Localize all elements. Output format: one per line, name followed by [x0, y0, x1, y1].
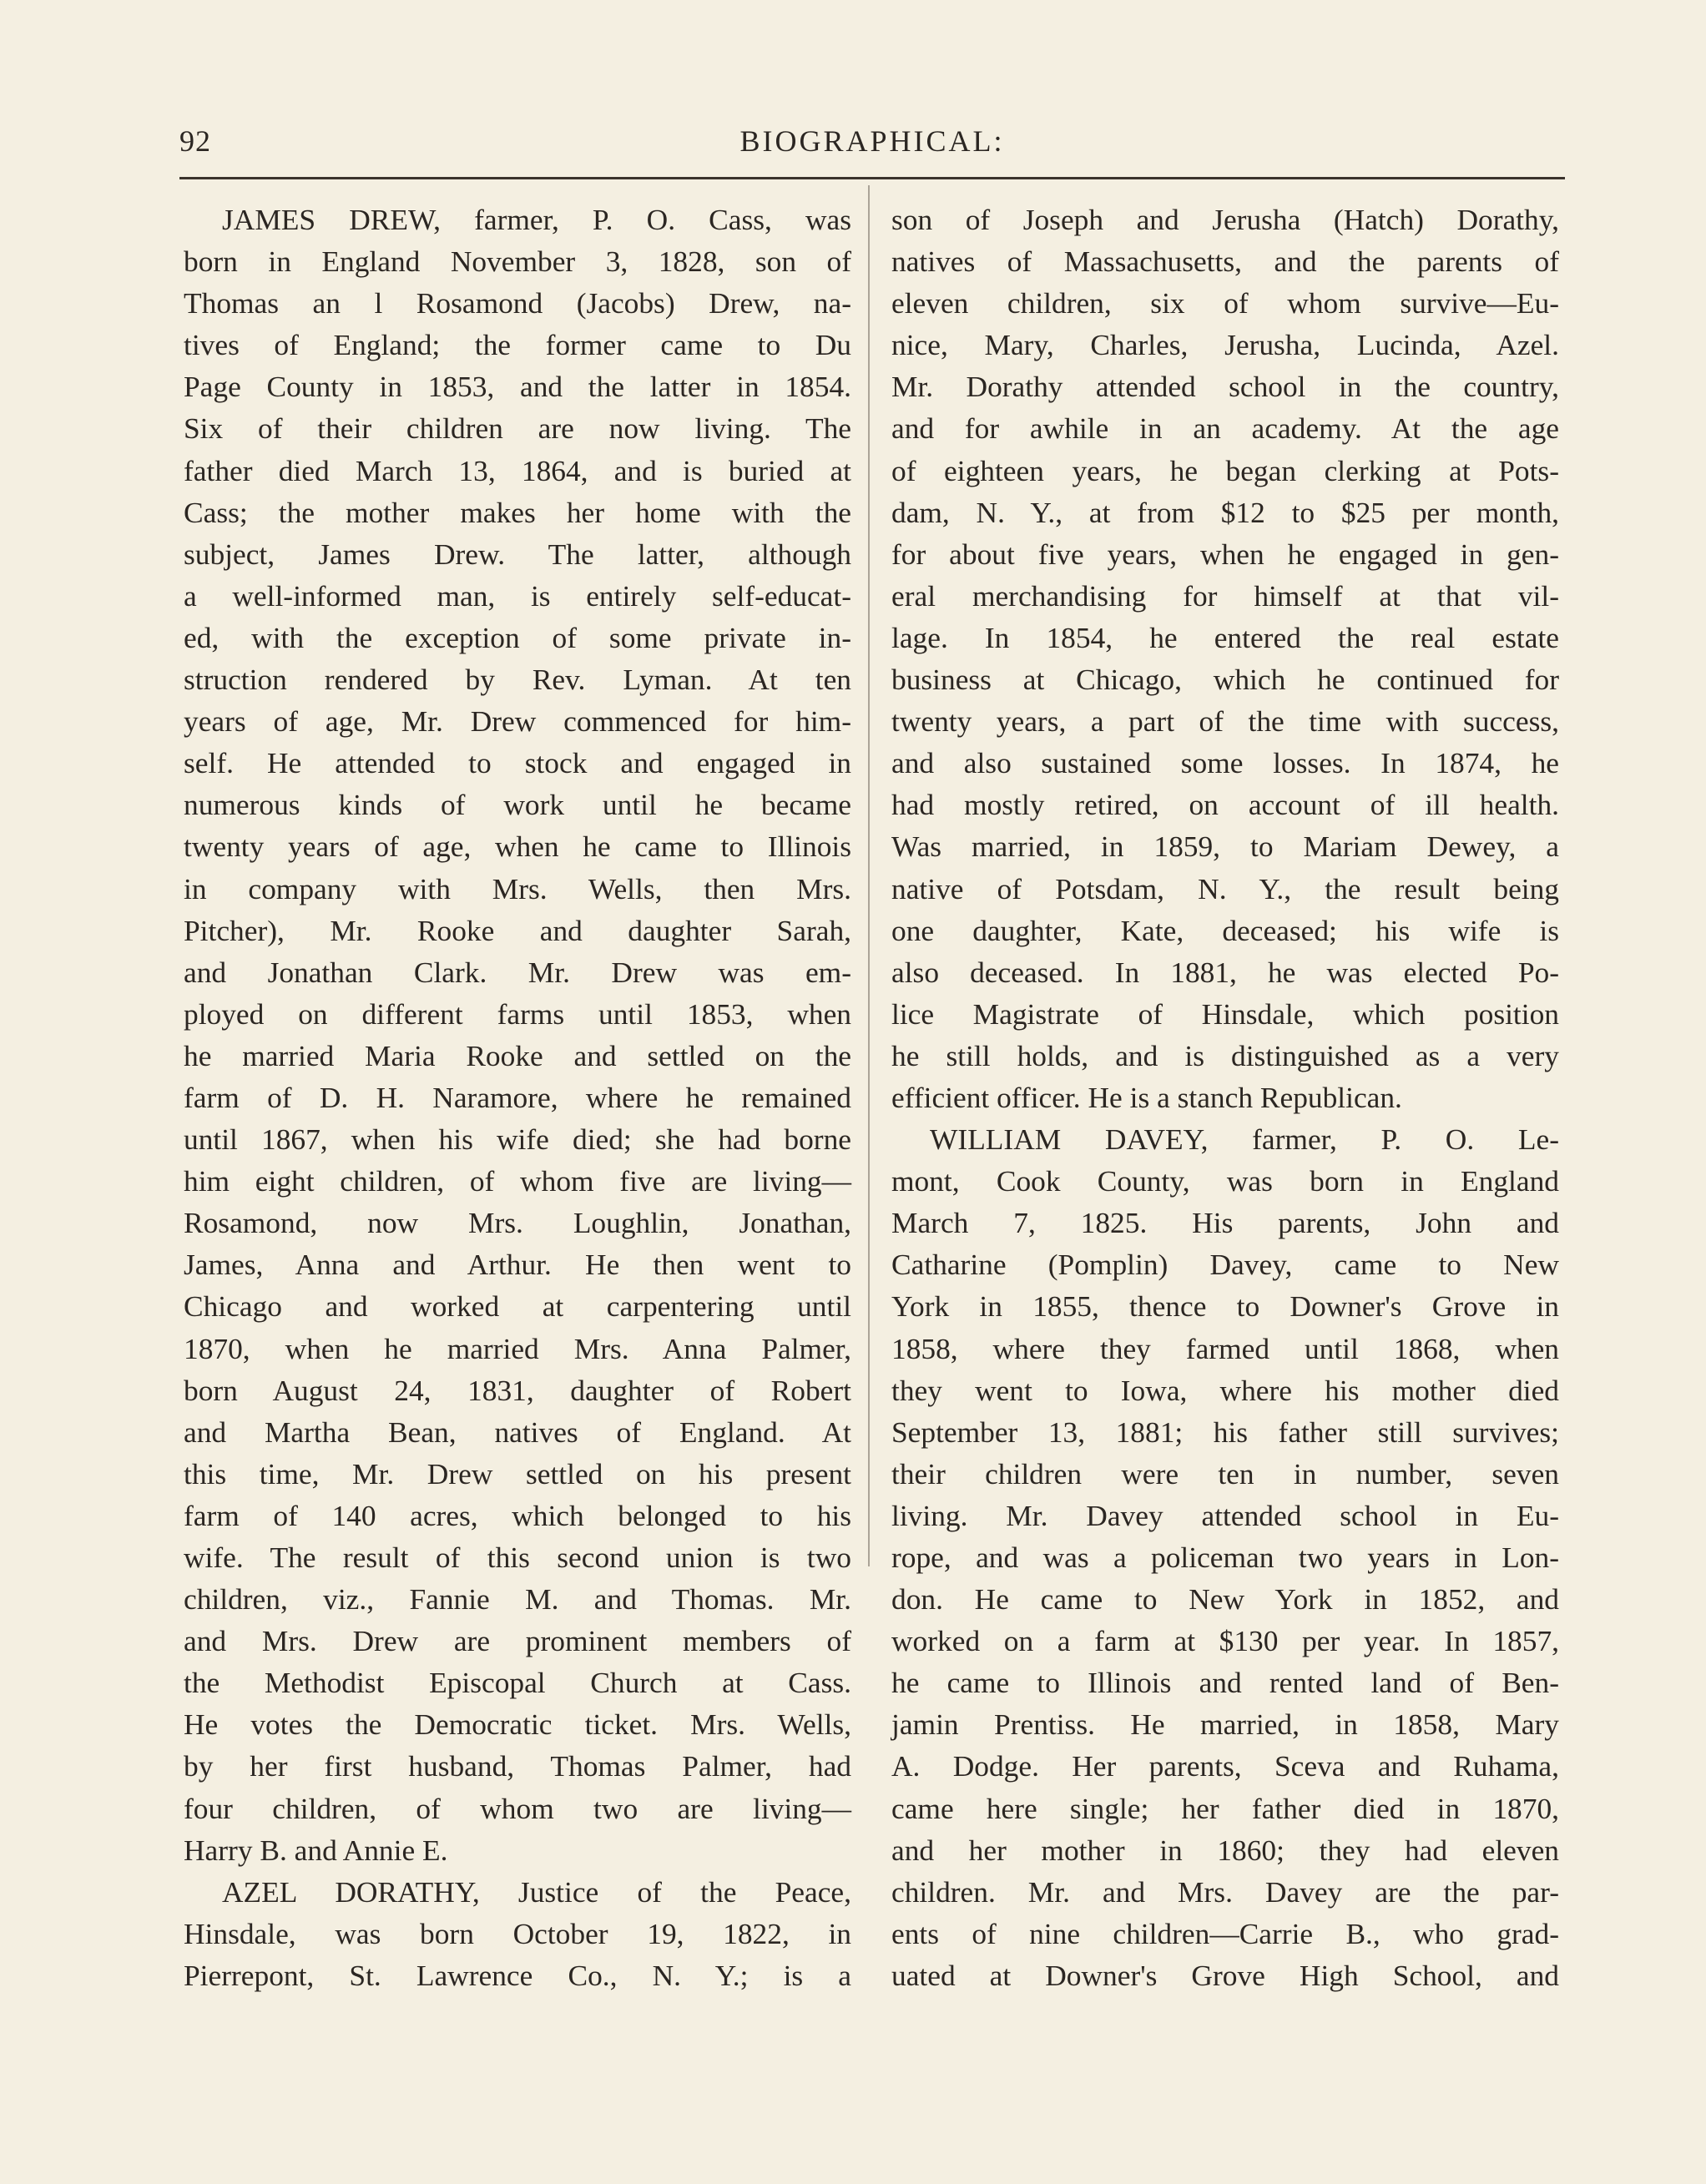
text-line: Harry B. and Annie E. [184, 1833, 448, 1867]
text-line: natives of Massachusetts, and the parents of [891, 245, 1559, 279]
text-line: mont, Cook County, was born in England [891, 1164, 1559, 1198]
text-line: four children, of whom two are living— [184, 1791, 851, 1825]
text-line: twenty years of age, when he came to Illinois [184, 830, 851, 864]
text-line: efficient officer. He is a stanch Republican. [891, 1080, 1402, 1114]
text-line: son of Joseph and Jerusha (Hatch) Dorathy, [891, 203, 1559, 236]
text-line: and also sustained some losses. In 1874, he [891, 746, 1559, 780]
text-line: years of age, Mr. Drew commenced for him- [184, 704, 851, 739]
text-line: struction rendered by Rev. Lyman. At ten [184, 663, 851, 697]
text-line: farm of D. H. Naramore, where he remained [184, 1080, 851, 1114]
text-line: numerous kinds of work until he became [184, 788, 851, 822]
text-line: Six of their children are now living. The [184, 411, 851, 446]
text-line: Mr. Dorathy attended school in the country, [891, 370, 1559, 404]
text-line: He votes the Democratic ticket. Mrs. Wells, [184, 1707, 851, 1742]
text-line: dam, N. Y., at from $12 to $25 per month, [891, 495, 1559, 529]
text-line: Was married, in 1859, to Mariam Dewey, a [891, 830, 1559, 864]
text-line: 1858, where they farmed until 1868, when [891, 1331, 1559, 1365]
text-line: they went to Iowa, where his mother died [891, 1373, 1559, 1407]
text-line: don. He came to New York in 1852, and [891, 1582, 1559, 1617]
text-line: self. He attended to stock and engaged in [184, 746, 851, 780]
text-line: had mostly retired, on account of ill health. [891, 788, 1559, 822]
text-line: AZEL DORATHY, Justice of the Peace, [222, 1874, 851, 1909]
text-line: Pitcher), Mr. Rooke and daughter Sarah, [184, 913, 851, 947]
text-line: children. Mr. and Mrs. Davey are the par- [891, 1874, 1559, 1909]
text-line: ed, with the exception of some private in- [184, 620, 851, 654]
text-line: Page County in 1853, and the latter in 1854. [184, 370, 851, 404]
text-line: Chicago and worked at carpentering until [184, 1289, 851, 1324]
text-line: worked on a farm at $130 per year. In 1857, [891, 1624, 1559, 1658]
text-line: rope, and was a policeman two years in Lon- [891, 1541, 1559, 1574]
running-head: BIOGRAPHICAL: [739, 124, 1005, 158]
text-line: JAMES DREW, farmer, P. O. Cass, was [222, 203, 851, 236]
text-line: WILLIAM DAVEY, farmer, P. O. Le- [930, 1122, 1559, 1157]
right-column [891, 199, 1559, 1996]
text-line: their children were ten in number, seven [891, 1456, 1559, 1490]
text-line: and Martha Bean, natives of England. At [184, 1415, 851, 1449]
text-line: wife. The result of this second union is two [184, 1541, 851, 1574]
text-line: A. Dodge. Her parents, Sceva and Ruhama, [891, 1749, 1559, 1783]
text-line: and Jonathan Clark. Mr. Drew was em- [184, 955, 851, 989]
text-line: in company with Mrs. Wells, then Mrs. [184, 871, 851, 905]
column-divider [868, 185, 870, 1566]
page-number: 92 [179, 124, 211, 158]
text-line: he married Maria Rooke and settled on the [184, 1038, 851, 1072]
text-line: ents of nine children—Carrie B., who grad- [891, 1916, 1559, 1950]
text-line: this time, Mr. Drew settled on his present [184, 1456, 851, 1490]
text-line: came here single; her father died in 1870, [891, 1791, 1559, 1825]
left-column [184, 199, 851, 1996]
text-line: born in England November 3, 1828, son of [184, 245, 851, 279]
text-line: 1870, when he married Mrs. Anna Palmer, [184, 1331, 851, 1365]
text-line: nice, Mary, Charles, Jerusha, Lucinda, Azel. [891, 328, 1559, 362]
text-line: father died March 13, 1864, and is buried at [184, 453, 851, 487]
text-line: tives of England; the former came to Du [184, 328, 851, 362]
text-line: living. Mr. Davey attended school in Eu- [891, 1498, 1559, 1532]
text-line: of eighteen years, he began clerking at Pots- [891, 453, 1559, 487]
text-line: and for awhile in an academy. At the age [891, 411, 1559, 446]
text-line: March 7, 1825. His parents, John and [891, 1206, 1559, 1240]
text-line: York in 1855, thence to Downer's Grove in [891, 1289, 1559, 1324]
text-line: until 1867, when his wife died; she had borne [184, 1122, 851, 1157]
text-line: also deceased. In 1881, he was elected Po- [891, 955, 1559, 989]
text-line: lage. In 1854, he entered the real estate [891, 620, 1559, 654]
text-line: Pierrepont, St. Lawrence Co., N. Y.; is a [184, 1958, 851, 1992]
text-line: the Methodist Episcopal Church at Cass. [184, 1666, 851, 1700]
text-line: eleven children, six of whom survive—Eu- [891, 286, 1559, 320]
text-line: one daughter, Kate, deceased; his wife is [891, 913, 1559, 947]
text-line: and her mother in 1860; they had eleven [891, 1833, 1559, 1867]
text-line: ployed on different farms until 1853, when [184, 996, 851, 1031]
page-header [179, 124, 1565, 165]
text-line: business at Chicago, which he continued for [891, 663, 1559, 697]
text-line: Thomas an l Rosamond (Jacobs) Drew, na- [184, 286, 851, 320]
text-line: uated at Downer's Grove High School, and [891, 1958, 1559, 1992]
text-line: he came to Illinois and rented land of Ben- [891, 1666, 1559, 1700]
text-line: for about five years, when he engaged in gen- [891, 537, 1559, 571]
text-line: September 13, 1881; his father still survives; [891, 1415, 1559, 1449]
text-line: James, Anna and Arthur. He then went to [184, 1248, 851, 1282]
header-rule [179, 177, 1565, 179]
text-line: him eight children, of whom five are living— [184, 1164, 851, 1198]
text-line: Rosamond, now Mrs. Loughlin, Jonathan, [184, 1206, 851, 1240]
text-line: children, viz., Fannie M. and Thomas. Mr. [184, 1582, 851, 1617]
text-line: by her first husband, Thomas Palmer, had [184, 1749, 851, 1783]
text-line: eral merchandising for himself at that vil- [891, 578, 1559, 613]
text-line: farm of 140 acres, which belonged to his [184, 1498, 851, 1532]
text-line: Catharine (Pomplin) Davey, came to New [891, 1248, 1559, 1282]
text-line: lice Magistrate of Hinsdale, which position [891, 996, 1559, 1031]
text-line: a well-informed man, is entirely self-educat- [184, 578, 851, 613]
text-line: subject, James Drew. The latter, although [184, 537, 851, 571]
text-line: born August 24, 1831, daughter of Robert [184, 1373, 851, 1407]
text-line: and Mrs. Drew are prominent members of [184, 1624, 851, 1658]
text-line: Cass; the mother makes her home with the [184, 495, 851, 529]
text-line: jamin Prentiss. He married, in 1858, Mary [891, 1707, 1559, 1742]
text-line: he still holds, and is distinguished as a very [891, 1038, 1559, 1072]
text-line: twenty years, a part of the time with success, [891, 704, 1559, 739]
text-line: Hinsdale, was born October 19, 1822, in [184, 1916, 851, 1950]
text-line: native of Potsdam, N. Y., the result being [891, 871, 1559, 905]
